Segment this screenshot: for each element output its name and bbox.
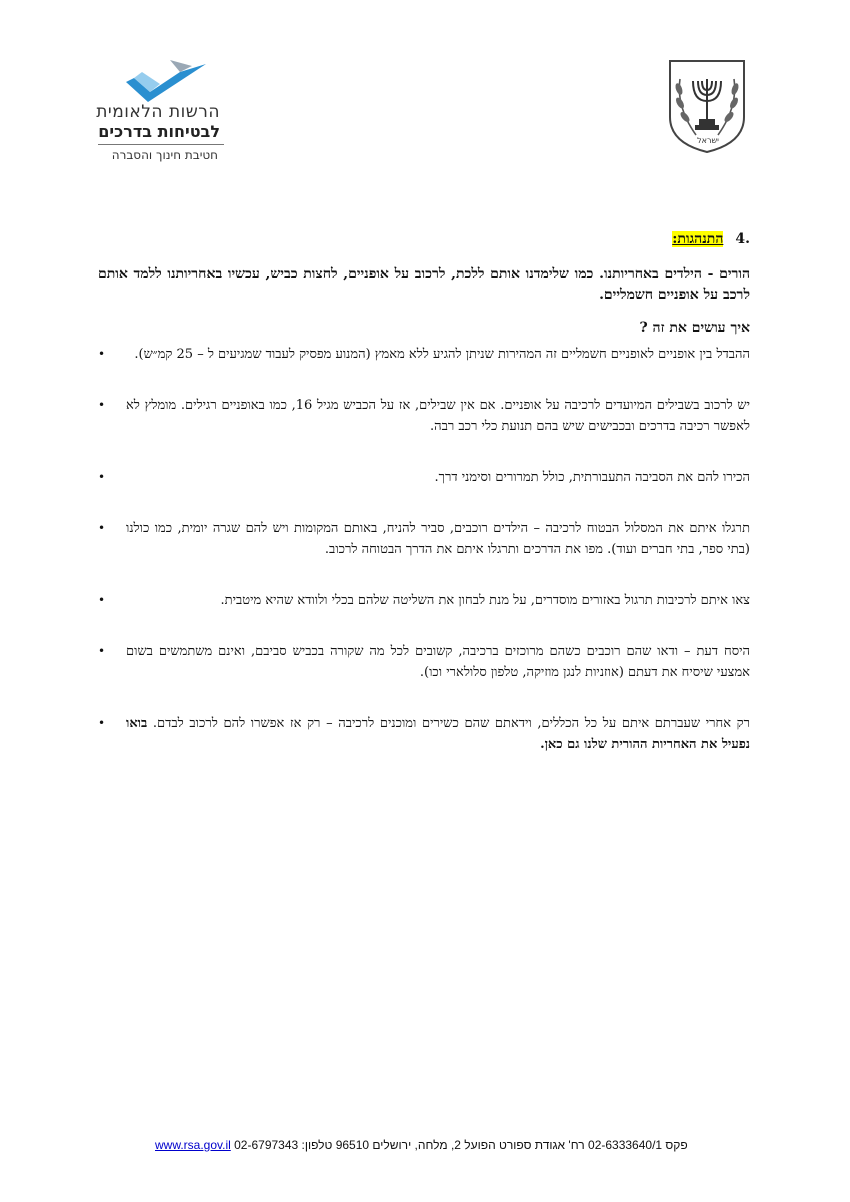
emblem-caption: ישראל [697, 136, 719, 145]
list-item-text: רק אחרי שעברתם איתם על כל הכללים, וידאתם שהם כשירים ומוכנים לרכיבה – רק אז אפשרו להם לרכוב לבדם. [147, 716, 750, 731]
bullet-icon: • [98, 470, 106, 484]
list-item-text: צאו איתם לרכיבות תרגול באזורים מוסדרים, על מנת לבחון את השליטה שלהם בכלי ולוודא שהיא מיטבית. [220, 593, 750, 608]
tips-list [98, 344, 750, 785]
list-item-text: ההבדל בין אופניים לאופניים חשמליים זה המהירות שניתן להגיע ללא מאמץ (המנוע מפסיק לעבוד שמגיעים ל – 25 קמ״ש). [134, 347, 750, 362]
list-item [98, 641, 750, 683]
closing-call-to-action: בואו נפעיל את האחריות ההורית שלנו גם כאן. [126, 716, 750, 752]
bullet-icon: • [98, 644, 106, 658]
logo-divider [98, 144, 224, 145]
list-item-text: תרגלו איתם את המסלול הבטוח לרכיבה – הילדים רוכבים, סביר להניח, באותם המקומות ויש להם שגרה יומית, כמו כולנו (בתי ספר, בתי חברים ועוד). מפו את הדרכים ותרגלו איתם את הדרך הבטוחה לרכוב. [126, 521, 750, 557]
rsa-logo [90, 58, 240, 168]
logo-name-line1: הרשות הלאומית [96, 102, 220, 122]
section-heading [100, 231, 750, 248]
logo-subtitle: חטיבת חינוך והסברה [111, 148, 218, 162]
footer-contact: 02-6797343 :פקס 02-6333640/1 רח' אגודת ספורט הפועל 2, מלחה, ירושלים 96510 טלפון [230, 1138, 688, 1152]
list-item [98, 395, 750, 437]
bullet-icon: • [98, 593, 106, 607]
list-item-text: היסח דעת – ודאו שהם רוכבים כשהם מרוכזים ברכיבה, קשובים לכל מה שקורה בכביש סביבם, ואינם משתמשים בשום אמצעי שיסיח את דעתם (אוזניות לנגן מוזיקה, טלפון סלולארי וכו). [126, 644, 750, 680]
list-item [98, 518, 750, 560]
logo-name-line2: לבטיחות בדרכים [98, 122, 220, 141]
bullet-icon: • [98, 716, 106, 730]
list-item [98, 467, 750, 488]
section-number: .4 [735, 231, 750, 247]
bullet-icon: • [98, 521, 106, 535]
list-item [98, 344, 750, 365]
list-item-text: הכירו להם את הסביבה התעבורתית, כולל תמרורים וסימני דרך. [434, 470, 750, 485]
list-item [98, 590, 750, 611]
intro-paragraph: הורים - הילדים באחריותנו. כמו שלימדנו אותם ללכת, לרכוב על אופניים, לחצות כביש, עכשיו באחריותנו ללמד אותם לרכב על אופניים חשמליים. [98, 266, 750, 303]
section-title: התנהגות: [672, 231, 724, 247]
footer [155, 1138, 688, 1152]
list-item [98, 713, 750, 755]
checkmark-logo-icon [120, 58, 210, 106]
website-link[interactable]: www.rsa.gov.il [155, 1138, 231, 1152]
bullet-icon: • [98, 347, 106, 361]
bullet-icon: • [98, 398, 106, 412]
list-item-text: יש לרכוב בשבילים המיועדים לרכיבה על אופניים. אם אין שבילים, אז על הכביש מגיל 16, כמו באופניים רגילים. מומלץ לא לאפשר רכיבה בדרכים ובכבישים שיש בהם תנועת כלי רכב רבה. [126, 398, 750, 434]
howto-heading: איך עושים את זה ? [639, 320, 750, 336]
